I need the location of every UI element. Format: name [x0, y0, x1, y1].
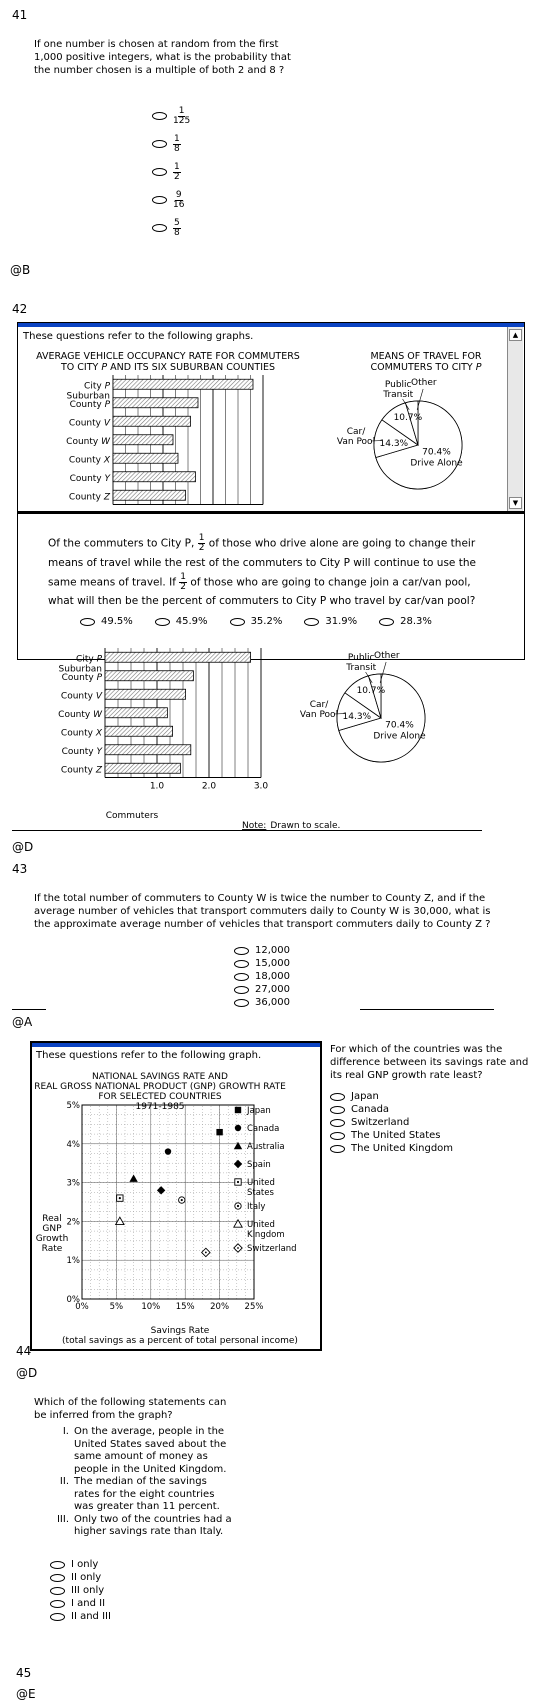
radio-oval[interactable] — [155, 618, 170, 626]
fraction — [173, 135, 181, 154]
legend-label: Kingdom — [247, 1230, 285, 1240]
scatter-chart — [32, 1063, 320, 1349]
radio-oval[interactable] — [234, 960, 249, 968]
side-question-stem: For which of the countries was the difference between its savings rate and its real GNP growth rate least? — [330, 1044, 529, 1081]
radio-oval[interactable] — [152, 140, 167, 148]
legend-label: States — [247, 1188, 274, 1198]
category-label: County Z — [60, 765, 102, 776]
legend-label: Canada — [247, 1124, 280, 1134]
x-tick-label: 25% — [244, 1302, 264, 1312]
slice-category-label: Van Pool — [299, 710, 339, 720]
denominator: 8 — [174, 227, 180, 238]
slice-value-label: 70.4% — [385, 720, 414, 731]
x-tick-label: 2.0 — [201, 781, 217, 792]
answer-choice-label: I only — [71, 1559, 99, 1570]
statement — [50, 1514, 250, 1539]
slice-value-label: 10.7% — [393, 412, 423, 423]
scatter-marker — [202, 1248, 210, 1256]
numerator: 1 — [174, 133, 180, 144]
radio-oval[interactable] — [234, 999, 249, 1007]
panel-header: These questions refer to the following graph. — [36, 1050, 262, 1061]
statement-numeral: III. — [56, 1513, 69, 1525]
answer-choice[interactable] — [379, 616, 432, 627]
svg-text:Note:Drawn to scale. — [242, 821, 340, 830]
denominator: 2 — [174, 171, 180, 182]
x-tick-label: 3.0 — [253, 781, 269, 792]
answer-choice[interactable] — [152, 158, 190, 186]
bar — [113, 490, 186, 500]
slice-category-label: Car/ — [346, 427, 366, 437]
answer-choice-label: 45.9% — [175, 616, 208, 627]
y-axis-label-3: Growth — [35, 1234, 69, 1244]
answer-choice[interactable] — [330, 1129, 530, 1142]
radio-oval[interactable] — [330, 1106, 345, 1114]
category-label: County X — [60, 728, 102, 739]
radio-oval[interactable] — [152, 112, 167, 120]
answer-choice[interactable] — [330, 1116, 530, 1129]
scatter-marker — [234, 1142, 242, 1149]
bar — [113, 398, 198, 408]
legend-label: Switzerland — [247, 1244, 297, 1254]
stem-part-a: Of the commuters to City P, — [48, 537, 195, 550]
statement — [50, 1476, 250, 1514]
side-question-44 — [330, 1043, 530, 1155]
answer-choice[interactable] — [50, 1558, 111, 1571]
bar-chart-title-line1: AVERAGE VEHICLE OCCUPANCY RATE FOR COMMUTERS — [36, 351, 300, 362]
statements-45 — [50, 1426, 250, 1539]
radio-oval[interactable] — [50, 1561, 65, 1569]
x-axis-label: Savings Rate — [150, 1326, 210, 1336]
pie-chart-title-line1: MEANS OF TRAVEL FOR — [370, 351, 482, 362]
slice-category-label: Van Pool — [336, 437, 376, 447]
radio-oval[interactable] — [234, 986, 249, 994]
slice-category-label: Drive Alone — [373, 731, 426, 742]
slice-value-label: 14.3% — [379, 438, 409, 449]
legend-label: Italy — [247, 1202, 266, 1212]
answer-choice-label: 49.5% — [101, 616, 133, 627]
bar — [105, 726, 173, 736]
answer-choice[interactable] — [152, 214, 190, 242]
note-text: Drawn to scale. — [270, 821, 341, 830]
panel-title-bar — [18, 323, 524, 327]
answer-choice[interactable] — [330, 1103, 530, 1116]
category-label: County Y — [69, 473, 110, 484]
answer-choice[interactable] — [50, 1610, 111, 1623]
x-tick-label: 20% — [210, 1302, 230, 1312]
answer-choice-label: 12,000 — [255, 945, 290, 956]
fraction — [173, 219, 181, 238]
answer-choice-label: Canada — [351, 1104, 390, 1115]
question-number-42: 42 — [12, 302, 28, 316]
category-label: City P — [84, 381, 110, 392]
y-axis-label-2: GNP — [42, 1224, 62, 1234]
bar-chart-title-line2: TO CITY P AND ITS SIX SUBURBAN COUNTIES — [60, 362, 276, 373]
fraction-half-2: $\frac{1}{2}$ — [180, 571, 186, 592]
slice-category-label: Transit — [383, 390, 414, 400]
bar — [105, 652, 251, 662]
radio-oval[interactable] — [234, 973, 249, 981]
scatter-marker — [165, 1148, 171, 1154]
group-label: Suburban — [66, 391, 110, 402]
answer-choice[interactable] — [234, 983, 290, 996]
category-label: County P — [61, 672, 102, 683]
scatter-marker — [216, 1129, 222, 1135]
answer-choices-42 — [80, 616, 454, 629]
slice-value-label: 10.7% — [356, 685, 386, 696]
answer-choice[interactable] — [152, 130, 190, 158]
answer-choice-label: 35.2% — [250, 616, 283, 627]
answer-choice-label: The United States — [351, 1130, 441, 1141]
y-tick-label: 3% — [66, 1178, 80, 1189]
slice-category-label: Other — [411, 378, 437, 388]
slice-category-label: Public — [384, 380, 412, 390]
scatter-marker — [117, 1195, 123, 1201]
radio-oval[interactable] — [330, 1145, 345, 1153]
question-number-44: 44 — [16, 1344, 32, 1358]
radio-oval[interactable] — [50, 1574, 65, 1582]
numerator: 1 — [178, 105, 185, 116]
bar — [105, 708, 167, 718]
radio-oval[interactable] — [80, 618, 95, 626]
answer-choice-label: 31.9% — [325, 616, 358, 627]
category-label: City P — [76, 654, 102, 665]
answer-choice[interactable] — [234, 970, 290, 983]
numerator: 9 — [175, 189, 182, 200]
fraction-half-1: $\frac{1}{2}$ — [198, 533, 205, 553]
answer-choices-43 — [234, 944, 290, 1009]
bar — [113, 416, 191, 426]
answer-choice[interactable] — [50, 1584, 111, 1597]
chart-title-line1: NATIONAL SAVINGS RATE AND — [92, 1072, 228, 1082]
answer-key-41: @B — [10, 263, 31, 277]
denominator: 125 — [173, 115, 191, 126]
answer-choices-44 — [330, 1090, 530, 1155]
answer-key-45: @E — [16, 1687, 36, 1701]
answer-choice[interactable] — [152, 102, 190, 130]
answer-key-42: @D — [12, 840, 34, 854]
y-tick-label: 1% — [66, 1256, 80, 1267]
chart-title-line2: REAL GROSS NATIONAL PRODUCT (GNP) GROWTH RATE — [34, 1082, 286, 1092]
answer-choice-label: The United Kingdom — [351, 1143, 454, 1154]
bar — [105, 763, 180, 773]
statement-text: The median of the savings rates for the eight countries was greater than 11 percent. — [74, 1476, 220, 1512]
radio-oval[interactable] — [379, 618, 394, 626]
answer-key-44: @D — [16, 1366, 38, 1380]
scroll-up-button[interactable]: ▲ — [509, 329, 522, 341]
panel-header: These questions refer to the following graphs. — [23, 331, 254, 342]
answer-choice[interactable] — [234, 996, 290, 1009]
scrollbar[interactable] — [507, 327, 523, 511]
answer-key-43: @A — [12, 1015, 33, 1029]
answer-choice-label: 15,000 — [255, 958, 290, 969]
slice-value-label: 70.4% — [422, 447, 451, 458]
fraction — [173, 107, 190, 126]
y-tick-label: 4% — [66, 1139, 80, 1150]
scatter-marker — [179, 1197, 185, 1203]
graph-panel-42 — [17, 322, 525, 512]
group-label: Suburban — [58, 664, 102, 675]
radio-oval[interactable] — [230, 618, 245, 626]
answer-choice-label: 28.3% — [400, 616, 432, 627]
scatter-marker — [235, 1203, 241, 1209]
x-tick-label: 1.0 — [149, 781, 165, 792]
answer-choice-label: 27,000 — [255, 984, 290, 995]
answer-choice[interactable] — [155, 616, 208, 627]
answer-choice-label: I and II — [71, 1598, 106, 1609]
question-panel-42 — [17, 512, 525, 660]
question-stem-42 — [48, 534, 488, 611]
radio-oval[interactable] — [50, 1613, 65, 1621]
slice-category-label: Other — [374, 651, 400, 661]
answer-choices-41 — [152, 102, 190, 242]
answer-choice[interactable] — [330, 1090, 530, 1103]
top-charts — [18, 343, 506, 511]
denominator: 8 — [174, 143, 180, 154]
category-label: County X — [68, 455, 110, 466]
question-stem-41: If one number is chosen at random from the first 1,000 positive integers, what is the probability that the number chosen is a multiple of both 2 and 8 ? — [34, 39, 291, 76]
divider — [12, 830, 482, 831]
numerator: 1 — [174, 161, 180, 172]
legend-label: Spain — [247, 1160, 271, 1170]
answer-choice[interactable] — [330, 1142, 530, 1155]
radio-oval[interactable] — [50, 1600, 65, 1608]
answer-choice[interactable] — [234, 957, 290, 970]
y-axis-label-1: Real — [42, 1214, 62, 1224]
category-label: County P — [69, 399, 110, 410]
answer-choice[interactable] — [80, 616, 133, 627]
question-number-41: 41 — [12, 8, 28, 22]
scatter-marker — [235, 1125, 241, 1131]
stem-part-b: of those who drive alone are going to change their means of travel while the rest of the commuters to City P will continue to use the same means of travel. If — [48, 537, 476, 588]
panel-title-bar — [32, 1043, 320, 1047]
slice-category-label: Transit — [346, 663, 377, 673]
answer-choice[interactable] — [50, 1571, 111, 1584]
bar — [113, 472, 196, 482]
radio-oval[interactable] — [330, 1093, 345, 1101]
category-label: County Y — [61, 746, 102, 757]
numerator: 5 — [174, 217, 180, 228]
slice-value-label: 14.3% — [342, 711, 372, 722]
category-label: County V — [60, 691, 102, 702]
answer-choice[interactable] — [304, 616, 357, 627]
scatter-marker — [116, 1217, 124, 1224]
legend-label: United — [247, 1178, 275, 1188]
statement — [50, 1426, 250, 1476]
slice-category-label: Drive Alone — [410, 458, 463, 469]
chart-title-line4: 1971-1985 — [135, 1102, 185, 1112]
slice-category-label: Car/ — [309, 700, 329, 710]
question-stem-45: Which of the following statements can be inferred from the graph? — [34, 1397, 227, 1421]
scroll-down-button[interactable]: ▼ — [509, 497, 522, 509]
answer-choice[interactable] — [50, 1597, 111, 1610]
statement-numeral: II. — [59, 1476, 69, 1487]
scatter-marker — [235, 1179, 241, 1185]
category-label: County W — [58, 709, 102, 720]
answer-choice[interactable] — [152, 186, 190, 214]
question-stem-43: If the total number of commuters to County W is twice the number to County Z, and if the average number of vehicles that transport commuters daily to County W is 30,000, what is the approximate average number of vehicles that transport commuters daily to County Z ? — [34, 893, 491, 930]
x-tick-label: 10% — [141, 1302, 161, 1312]
y-tick-label: 2% — [66, 1217, 80, 1228]
radio-oval[interactable] — [330, 1132, 345, 1140]
answer-choice[interactable] — [234, 944, 290, 957]
x-tick-label: 5% — [109, 1302, 124, 1312]
statement-text: On the average, people in the United States saved about the same amount of money as people in the United Kingdom. — [74, 1426, 227, 1475]
radio-oval[interactable] — [152, 168, 167, 176]
scatter-marker — [234, 1244, 242, 1252]
category-label: County V — [68, 418, 110, 429]
answer-choice-label: III only — [71, 1585, 105, 1596]
answer-choice-label: II only — [71, 1572, 102, 1583]
radio-oval[interactable] — [50, 1587, 65, 1595]
y-tick-label: 0% — [66, 1295, 80, 1305]
answer-choice[interactable] — [230, 616, 283, 627]
graph-panel-44 — [30, 1041, 322, 1351]
answer-choice-label: Japan — [351, 1091, 379, 1102]
x-tick-label: 15% — [175, 1302, 195, 1312]
pie-chart-title-line2: COMMUTERS TO CITY P — [370, 362, 482, 373]
scatter-marker — [234, 1160, 242, 1168]
legend-label: Australia — [247, 1142, 285, 1152]
y-axis-label-4: Rate — [41, 1244, 63, 1254]
category-label: County Z — [68, 492, 110, 503]
chart-title-line3: FOR SELECTED COUNTRIES — [98, 1092, 222, 1102]
fraction — [173, 163, 181, 182]
radio-oval[interactable] — [304, 618, 319, 626]
bar — [113, 453, 178, 463]
answer-choice-label: Switzerland — [351, 1117, 410, 1128]
radio-oval[interactable] — [330, 1119, 345, 1127]
answer-choice-label: 36,000 — [255, 997, 290, 1008]
legend-label: Japan — [247, 1106, 271, 1116]
note-label: Note: — [242, 821, 267, 830]
divider — [360, 1009, 494, 1010]
answer-choice-label: II and III — [71, 1611, 111, 1622]
y-tick-label: 5% — [66, 1101, 80, 1111]
bar — [105, 745, 191, 755]
scatter-marker — [235, 1107, 241, 1113]
fraction — [173, 191, 184, 210]
question-number-45: 45 — [16, 1666, 32, 1680]
scatter-marker — [129, 1175, 137, 1182]
scatter-marker — [157, 1186, 165, 1194]
stem-part-c: of those who are going to change join a car/van pool, what will then be the percent of commuters to City P who travel by car/van pool? — [48, 576, 476, 607]
radio-oval[interactable] — [152, 196, 167, 204]
slice-category-label: Public — [347, 653, 375, 663]
x-axis-label: Commuters — [105, 811, 159, 821]
x-tick-label: 0% — [75, 1302, 89, 1312]
answer-choices-45 — [50, 1558, 111, 1623]
answer-choice-label: 18,000 — [255, 971, 290, 982]
legend-label: United — [247, 1220, 275, 1230]
bar-and-pie-chart-full — [12, 648, 482, 830]
question-number-43: 43 — [12, 862, 28, 876]
bar — [113, 435, 173, 445]
scatter-marker — [234, 1220, 242, 1227]
bar — [105, 671, 193, 681]
category-label: County W — [66, 436, 110, 447]
radio-oval[interactable] — [152, 224, 167, 232]
x-axis-sublabel: (total savings as a percent of total personal income) — [62, 1336, 298, 1346]
denominator: 16 — [173, 199, 185, 210]
bar — [105, 689, 186, 699]
divider — [12, 1009, 46, 1010]
statement-text: Only two of the countries had a higher savings rate than Italy. — [74, 1513, 232, 1537]
statement-numeral: I. — [62, 1426, 69, 1437]
bar — [113, 379, 253, 389]
radio-oval[interactable] — [234, 947, 249, 955]
